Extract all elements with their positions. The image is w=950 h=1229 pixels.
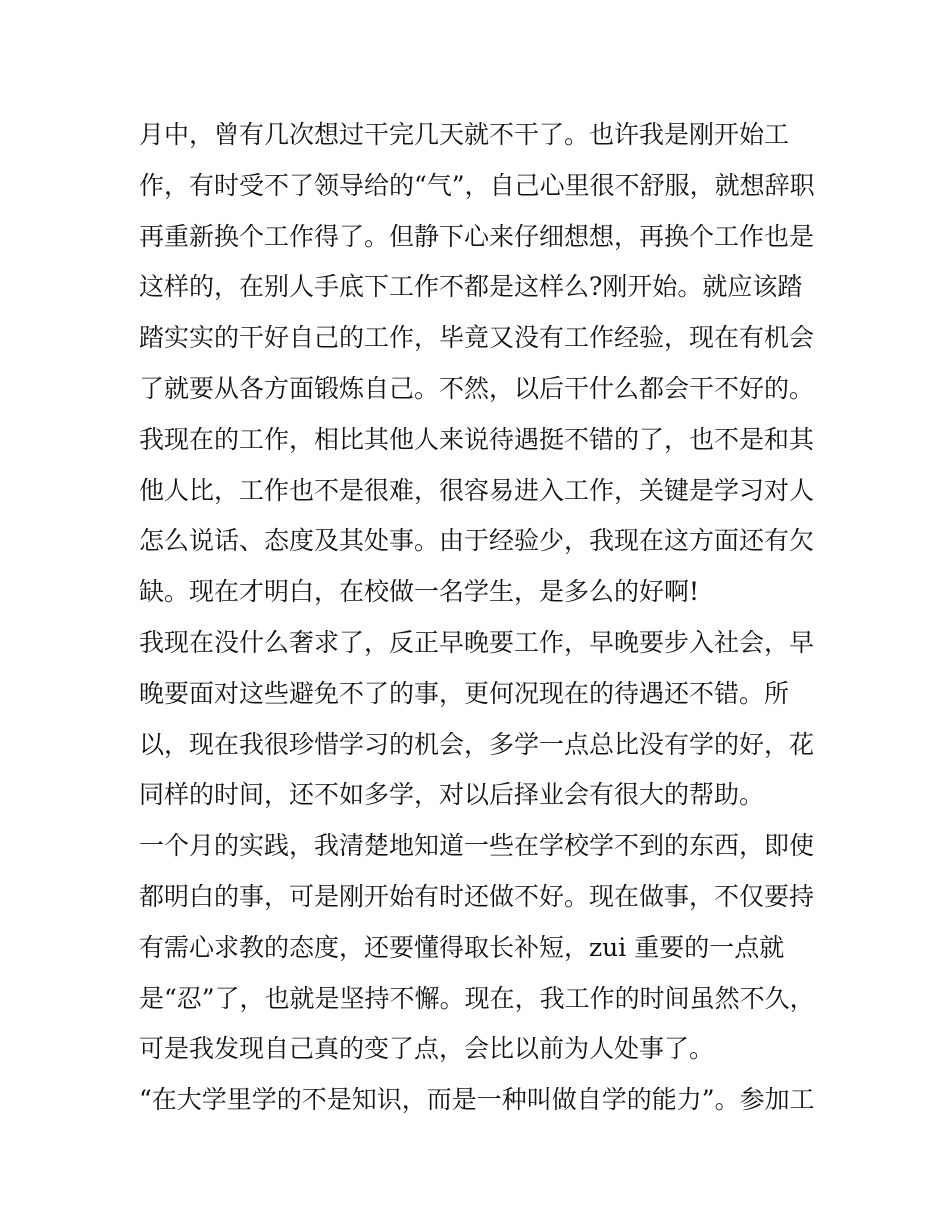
text-line: 作，有时受不了领导给的“气”，自己心里很不舒服，就想辞职: [139, 170, 815, 200]
text-line: 了就要从各方面锻炼自己。不然，以后干什么都会干不好的。: [139, 373, 815, 403]
text-line: 是“忍”了，也就是坚持不懈。现在，我工作的时间虽然不久，: [139, 983, 815, 1013]
text-line: 踏实实的干好自己的工作，毕竟又没有工作经验，现在有机会: [139, 323, 815, 353]
text-line: 月中，曾有几次想过干完几天就不干了。也许我是刚开始工: [139, 120, 790, 149]
text-line: 他人比，工作也不是很难，很容易进入工作，关键是学习对人: [139, 475, 815, 505]
text-line: 我现在的工作，相比其他人来说待遇挺不错的了，也不是和其: [139, 424, 815, 454]
text-line: 怎么说话、态度及其处事。由于经验少，我现在这方面还有欠: [139, 526, 815, 556]
text-line: 缺。现在才明白，在校做一名学生，是多么的好啊!: [139, 577, 700, 607]
text-line: 同样的时间，还不如多学，对以后择业会有很大的帮助。: [139, 780, 765, 810]
text-line: 以，现在我很珍惜学习的机会，多学一点总比没有学的好，花: [139, 729, 815, 759]
text-line: 这样的，在别人手底下工作不都是这样么?刚开始。就应该踏: [139, 272, 803, 302]
text-line: 我现在没什么奢求了，反正早晚要工作，早晚要步入社会，早: [139, 627, 815, 657]
text-line: 都明白的事，可是刚开始有时还做不好。现在做事，不仅要持: [139, 881, 815, 911]
text-line: 可是我发现自己真的变了点，会比以前为人处事了。: [139, 1034, 715, 1064]
text-line: 有需心求教的态度，还要懂得取长补短，zui 重要的一点就: [139, 932, 785, 962]
text-line: 晚要面对这些避免不了的事，更何况现在的待遇还不错。所: [139, 678, 790, 708]
text-line: 再重新换个工作得了。但静下心来仔细想想，再换个工作也是: [139, 221, 815, 251]
body-text: [139, 110, 829, 1126]
text-line: “在大学里学的不是知识，而是一种叫做自学的能力”。参加工: [139, 1085, 815, 1115]
text-line: 一个月的实践，我清楚地知道一些在学校学不到的东西，即使: [139, 831, 815, 861]
